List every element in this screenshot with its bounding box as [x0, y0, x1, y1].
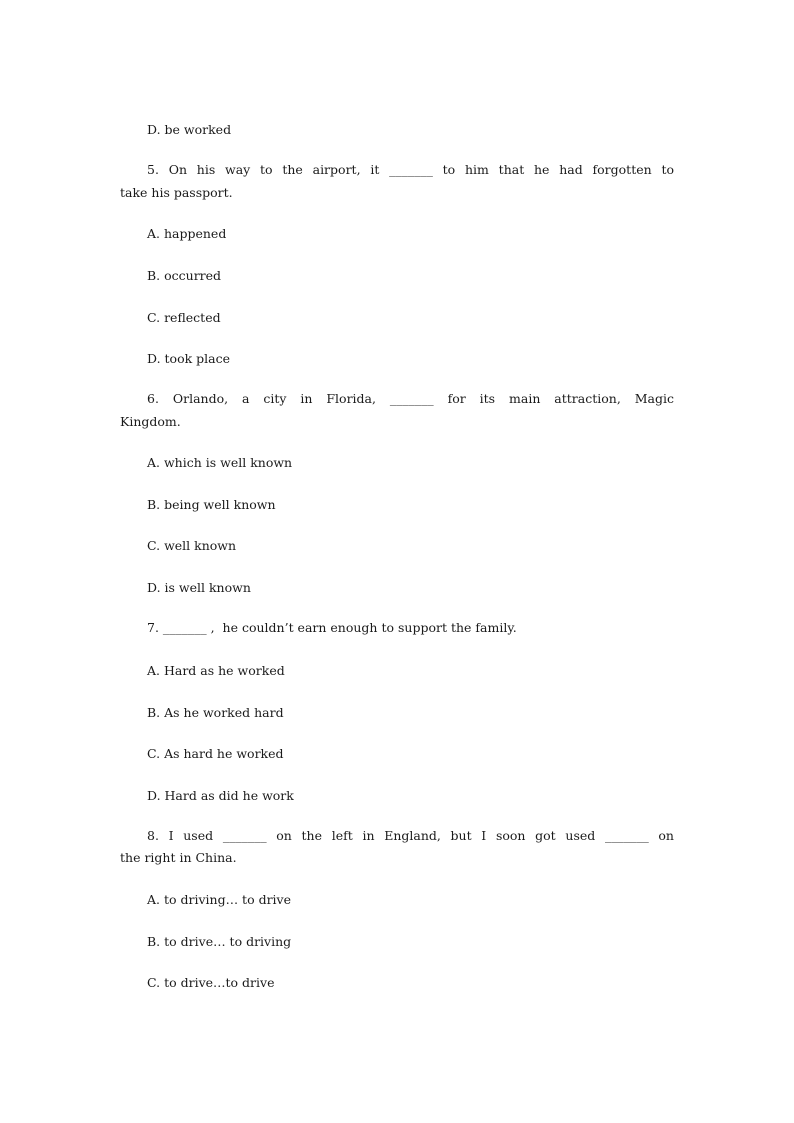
question-6-text-cont: Kingdom.: [120, 414, 181, 429]
question-8-text: 8. I used _______ on the left in England, but I soon got used _______ on: [147, 828, 674, 843]
question-6-option-c: C. well known: [147, 538, 237, 553]
question-8-option-c: C. to drive…to drive: [147, 975, 275, 990]
question-6-option-a: A. which is well known: [147, 455, 293, 470]
option-d-prev: D. be worked: [147, 122, 232, 137]
question-5-text: 5. On his way to the airport, it _______ to him that he had forgotten to: [147, 162, 674, 177]
question-6-text: 6. Orlando, a city in Florida, _______ for its main attraction, Magic: [147, 391, 674, 406]
question-7-option-c: C. As hard he worked: [147, 746, 284, 761]
question-7-option-a: A. Hard as he worked: [147, 663, 285, 678]
question-5-option-d: D. took place: [147, 351, 230, 366]
question-5-text-cont: take his passport.: [120, 185, 233, 200]
question-8-option-a: A. to driving… to drive: [147, 892, 292, 907]
question-6-option-d: D. is well known: [147, 580, 251, 595]
question-5-option-b: B. occurred: [147, 268, 222, 283]
question-5-option-c: C. reflected: [147, 310, 221, 325]
question-7-text: 7. _______ , he couldn’t earn enough to support the family.: [147, 620, 517, 635]
question-7-option-d: D. Hard as did he work: [147, 788, 294, 803]
question-5-option-a: A. happened: [147, 226, 227, 241]
question-8-option-b: B. to drive… to driving: [147, 934, 292, 949]
question-7-option-b: B. As he worked hard: [147, 705, 284, 720]
question-8-text-cont: the right in China.: [120, 850, 237, 865]
question-6-option-b: B. being well known: [147, 497, 276, 512]
